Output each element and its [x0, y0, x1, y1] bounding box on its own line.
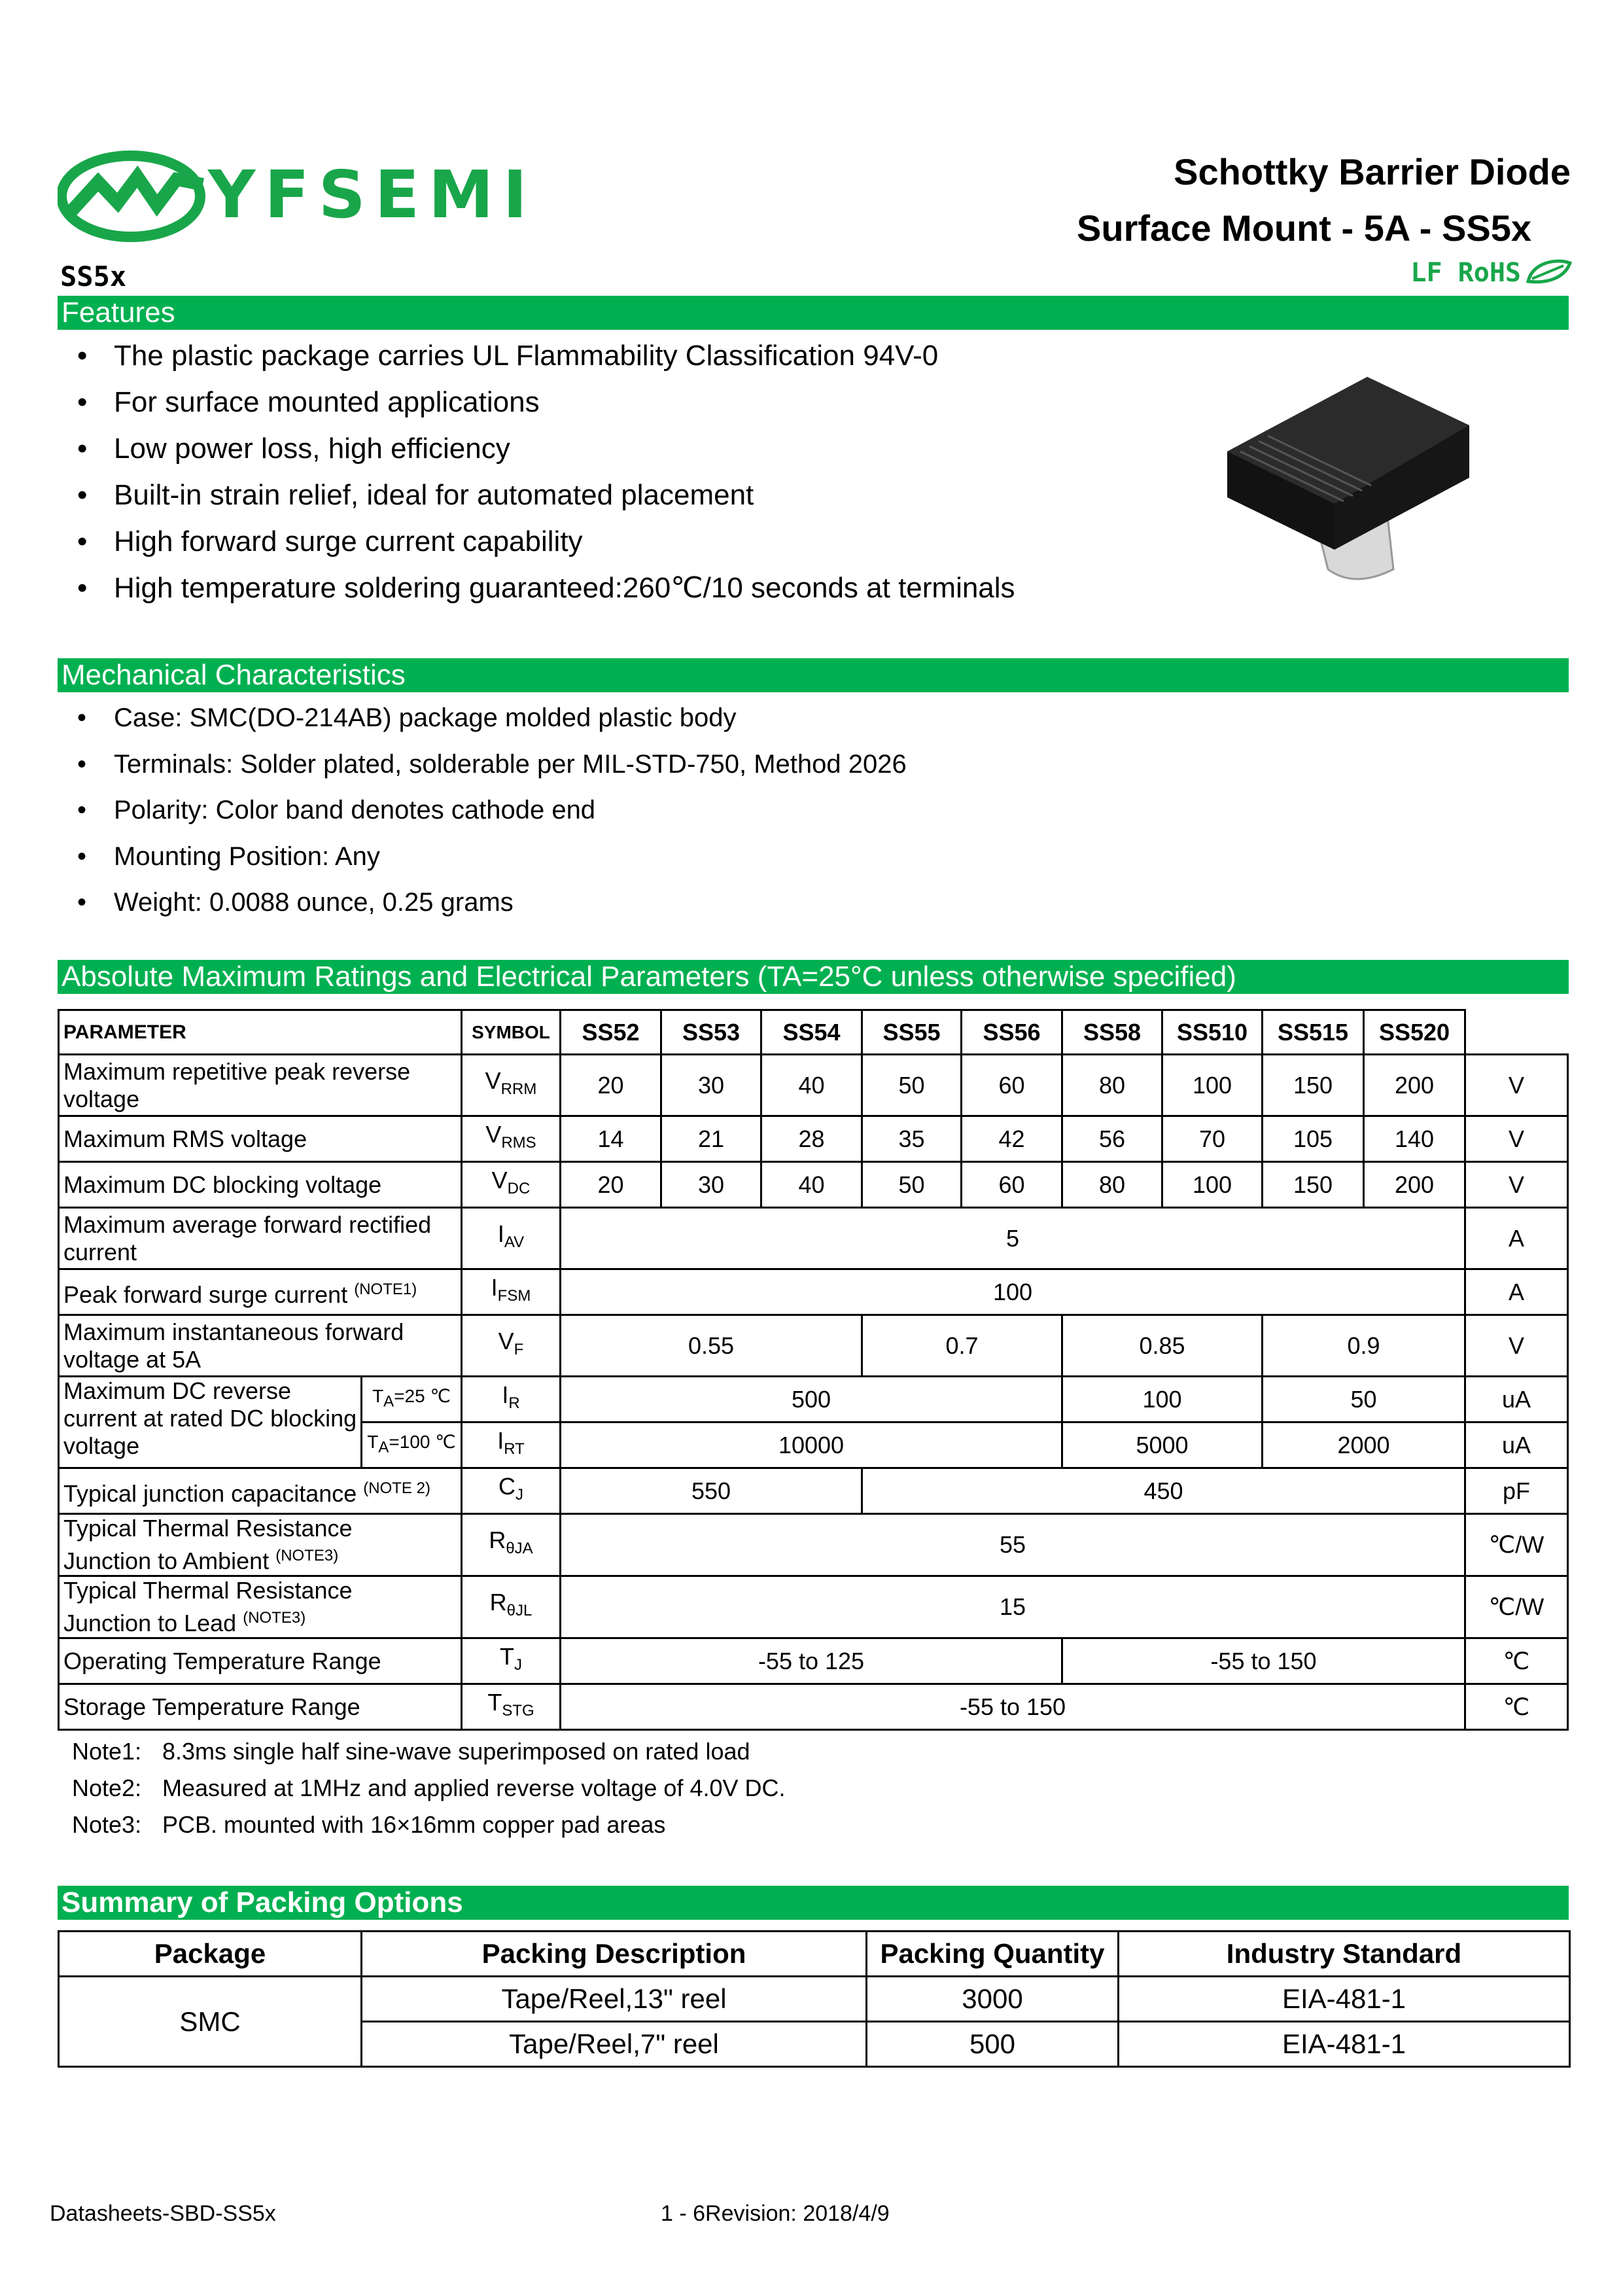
brand-logo-icon [58, 147, 215, 245]
row-symbol: $T_{STG}$ [462, 1684, 561, 1730]
table-cell: 150 [1263, 1162, 1364, 1208]
table-row [59, 1684, 1568, 1730]
table-cell: 10000 [561, 1422, 1062, 1468]
note-1: Note1: 8.3ms single half sine-wave superimposed on rated load [72, 1738, 750, 1765]
ratings-table [58, 1009, 1569, 1731]
table-cell: 50 [1263, 1377, 1465, 1422]
footer-doc: Datasheets-SBD-SS5x [50, 2201, 276, 2226]
table-cell: 56 [1062, 1116, 1162, 1162]
table-row [59, 1576, 1568, 1638]
row-unit: A [1465, 1208, 1568, 1269]
table-cell: 5000 [1062, 1422, 1263, 1468]
row-symbol: $C_J$ [462, 1468, 561, 1514]
rohs-badge [1410, 258, 1521, 288]
row-label: Operating Temperature Range [59, 1638, 462, 1684]
features-list [77, 336, 1015, 615]
features-heading: Features [58, 296, 1569, 330]
table-row [59, 1162, 1568, 1208]
table-row [59, 1977, 1570, 2022]
table-row [59, 1269, 1568, 1315]
header-part: SS58 [1062, 1010, 1162, 1055]
row-label: Storage Temperature Range [59, 1684, 462, 1730]
table-cell: 100 [1162, 1162, 1263, 1208]
row-symbol: $T_J$ [462, 1638, 561, 1684]
package-cell: SMC [59, 1977, 362, 2067]
note-2: Note2: Measured at 1MHz and applied reverse voltage of 4.0V DC. [72, 1775, 786, 1801]
list-item: • Polarity: Color band denotes cathode end [77, 792, 907, 839]
header-standard: Industry Standard [1119, 1932, 1570, 1977]
table-cell: 80 [1062, 1055, 1162, 1116]
row-unit: V [1465, 1116, 1568, 1162]
header-part: SS56 [962, 1010, 1062, 1055]
table-cell: Tape/Reel,7" reel [362, 2022, 867, 2067]
table-cell: EIA-481-1 [1119, 2022, 1570, 2067]
row-unit: V [1465, 1162, 1568, 1208]
part-series: SS5x [60, 260, 127, 292]
leaf-icon [1526, 259, 1573, 284]
list-item: • Case: SMC(DO-214AB) package molded plastic body [77, 700, 907, 747]
row-label: Typical junction capacitance $^{(NOTE 2)}$ [59, 1468, 462, 1514]
header-part: SS515 [1263, 1010, 1364, 1055]
row-label: Peak forward surge current $^{(NOTE1)}$ [59, 1269, 462, 1315]
table-row [59, 1315, 1568, 1377]
table-cell: 0.9 [1263, 1315, 1465, 1377]
table-header-row [59, 1010, 1568, 1055]
table-cell: -55 to 150 [1062, 1638, 1465, 1684]
row-label: Maximum instantaneous forward voltage at 5A [59, 1315, 462, 1377]
table-cell: 21 [661, 1116, 761, 1162]
table-cell: -55 to 150 [561, 1684, 1465, 1730]
row-label: Typical Thermal Resistance Junction to Lead $^{(NOTE3)}$ [59, 1576, 462, 1638]
header-symbol: SYMBOL [462, 1010, 561, 1055]
table-cell: 5 [561, 1208, 1465, 1269]
row-label: Maximum repetitive peak reverse voltage [59, 1055, 462, 1116]
table-cell: 60 [962, 1055, 1062, 1116]
packing-heading: Summary of Packing Options [58, 1886, 1569, 1920]
table-cell: 0.85 [1062, 1315, 1263, 1377]
table-cell: 40 [761, 1162, 862, 1208]
table-cell: 42 [962, 1116, 1062, 1162]
mechanical-list [77, 700, 907, 931]
header-part: SS510 [1162, 1010, 1263, 1055]
list-item: • Mounting Position: Any [77, 839, 907, 885]
row-unit: V [1465, 1315, 1568, 1377]
row-symbol: $V_{DC}$ [462, 1162, 561, 1208]
note-3: Note3: PCB. mounted with 16×16mm copper pad areas [72, 1811, 666, 1838]
header-part: SS520 [1364, 1010, 1465, 1055]
row-symbol: $V_F$ [462, 1315, 561, 1377]
brand-name: YFSEMI [208, 156, 536, 233]
table-cell: 105 [1263, 1116, 1364, 1162]
row-condition: $T_A=25$ ℃ [362, 1377, 462, 1422]
row-unit: V [1465, 1055, 1568, 1116]
row-symbol: $R_{\theta JA}$ [462, 1514, 561, 1576]
row-label: Typical Thermal Resistance Junction to Ambient $^{(NOTE3)}$ [59, 1514, 462, 1576]
table-cell: EIA-481-1 [1119, 1977, 1570, 2022]
row-unit: pF [1465, 1468, 1568, 1514]
row-unit: uA [1465, 1377, 1568, 1422]
list-item: • Weight: 0.0088 ounce, 0.25 grams [77, 885, 907, 931]
footer-page: 1 - 6Revision: 2018/4/9 [661, 2201, 890, 2226]
table-cell: 30 [661, 1055, 761, 1116]
table-cell: 35 [862, 1116, 962, 1162]
list-item: • High temperature soldering guaranteed:260℃/10 seconds at terminals [77, 569, 1015, 615]
rohs-text: LF RoHS [1410, 258, 1521, 288]
table-cell: 100 [1162, 1055, 1263, 1116]
table-cell: 2000 [1263, 1422, 1465, 1468]
row-unit: ℃ [1465, 1684, 1568, 1730]
page-title: Schottky Barrier Diode [1174, 151, 1571, 192]
table-cell: -55 to 125 [561, 1638, 1062, 1684]
row-label: Maximum DC blocking voltage [59, 1162, 462, 1208]
table-header-row [59, 1932, 1570, 1977]
row-symbol: $I_{RT}$ [462, 1422, 561, 1468]
row-symbol: $I_{FSM}$ [462, 1269, 561, 1315]
ratings-heading: Absolute Maximum Ratings and Electrical Parameters (TA=25°C unless otherwise specified) [58, 960, 1569, 994]
list-item: • High forward surge current capability [77, 522, 1015, 569]
table-cell: 500 [561, 1377, 1062, 1422]
table-cell: 450 [862, 1468, 1465, 1514]
table-row [59, 1514, 1568, 1576]
row-symbol: $R_{\theta JL}$ [462, 1576, 561, 1638]
table-cell: 100 [561, 1269, 1465, 1315]
table-cell: 0.7 [862, 1315, 1062, 1377]
table-row [59, 1638, 1568, 1684]
row-label: Maximum average forward rectified current [59, 1208, 462, 1269]
row-symbol: $V_{RRM}$ [462, 1055, 561, 1116]
list-item: • Terminals: Solder plated, solderable per MIL-STD-750, Method 2026 [77, 747, 907, 793]
row-symbol: $I_R$ [462, 1377, 561, 1422]
header-package: Package [59, 1932, 362, 1977]
table-cell: 550 [561, 1468, 862, 1514]
row-symbol: $I_{AV}$ [462, 1208, 561, 1269]
list-item: • Low power loss, high efficiency [77, 429, 1015, 476]
mechanical-heading: Mechanical Characteristics [58, 658, 1569, 692]
table-cell: 14 [561, 1116, 661, 1162]
table-cell: 140 [1364, 1116, 1465, 1162]
table-cell: 60 [962, 1162, 1062, 1208]
table-cell: 20 [561, 1162, 661, 1208]
row-unit: ℃/W [1465, 1576, 1568, 1638]
table-cell: Tape/Reel,13" reel [362, 1977, 867, 2022]
row-unit: uA [1465, 1422, 1568, 1468]
row-label: Maximum RMS voltage [59, 1116, 462, 1162]
row-condition: $T_A=100$ ℃ [362, 1422, 462, 1468]
table-cell: 3000 [867, 1977, 1119, 2022]
row-unit: ℃ [1465, 1638, 1568, 1684]
row-symbol: $V_{RMS}$ [462, 1116, 561, 1162]
table-row [59, 1116, 1568, 1162]
list-item: • The plastic package carries UL Flammability Classification 94V-0 [77, 336, 1015, 383]
row-label: Maximum DC reverse current at rated DC blocking voltage [59, 1377, 362, 1468]
row-unit: ℃/W [1465, 1514, 1568, 1576]
header-part: SS54 [761, 1010, 862, 1055]
header-part: SS55 [862, 1010, 962, 1055]
packing-table [58, 1930, 1571, 2068]
header-description: Packing Description [362, 1932, 867, 1977]
table-row [59, 1208, 1568, 1269]
table-row [59, 1377, 1568, 1422]
header-quantity: Packing Quantity [867, 1932, 1119, 1977]
table-cell: 0.55 [561, 1315, 862, 1377]
table-cell: 50 [862, 1162, 962, 1208]
table-cell: 100 [1062, 1377, 1263, 1422]
header-part: SS53 [661, 1010, 761, 1055]
page-subtitle: Surface Mount - 5A - SS5x [1077, 207, 1531, 249]
header-parameter: PARAMETER [59, 1010, 462, 1055]
list-item: • Built-in strain relief, ideal for automated placement [77, 476, 1015, 522]
table-cell: 50 [862, 1055, 962, 1116]
table-cell: 20 [561, 1055, 661, 1116]
table-cell: 500 [867, 2022, 1119, 2067]
table-cell: 55 [561, 1514, 1465, 1576]
table-cell: 70 [1162, 1116, 1263, 1162]
table-cell: 15 [561, 1576, 1465, 1638]
table-cell: 150 [1263, 1055, 1364, 1116]
table-cell: 200 [1364, 1162, 1465, 1208]
list-item: • For surface mounted applications [77, 383, 1015, 429]
table-cell: 28 [761, 1116, 862, 1162]
row-unit: A [1465, 1269, 1568, 1315]
table-cell: 80 [1062, 1162, 1162, 1208]
table-row [59, 1055, 1568, 1116]
table-cell: 30 [661, 1162, 761, 1208]
header-part: SS52 [561, 1010, 661, 1055]
smc-package-image [1223, 373, 1472, 595]
table-cell: 40 [761, 1055, 862, 1116]
table-cell: 200 [1364, 1055, 1465, 1116]
table-row [59, 1468, 1568, 1514]
